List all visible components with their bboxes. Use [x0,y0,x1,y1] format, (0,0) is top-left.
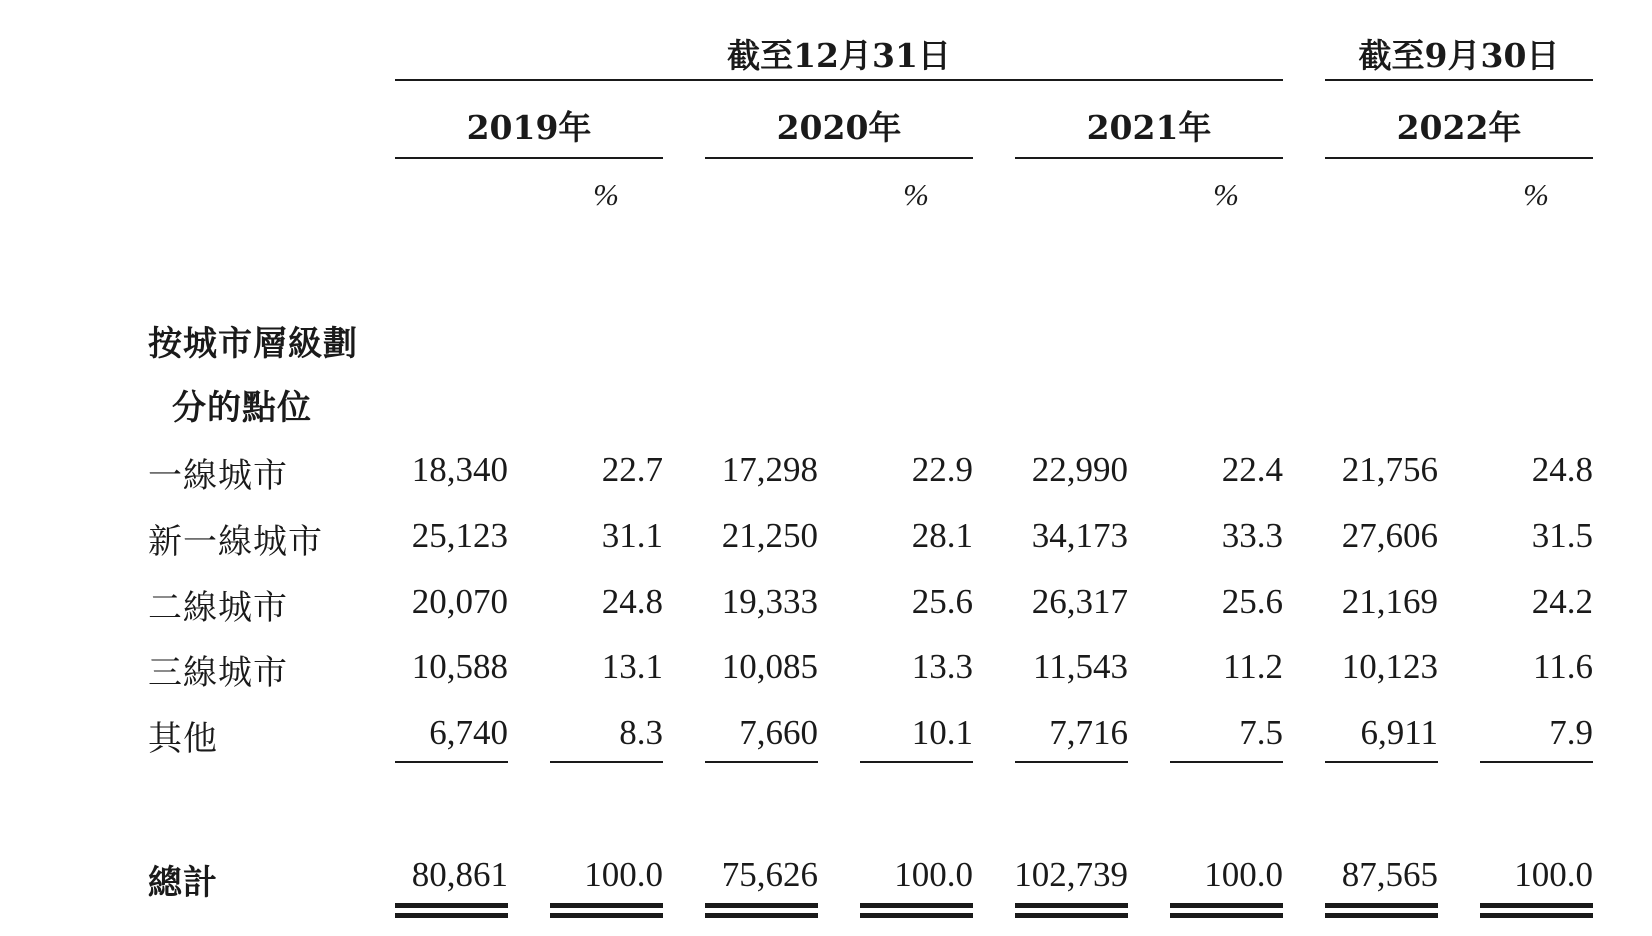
cell-new-tier1-2022-pct: 31.5 [1531,516,1593,555]
total-double-rule-2019-count [395,903,508,908]
row-label-tier3: 三線城市 [148,653,288,693]
cell-total-2021-pct: 100.0 [1204,855,1283,894]
cell-new-tier1-2020-pct: 28.1 [911,516,973,555]
header-dec-31: 截至12月31日 [727,36,951,75]
cell-tier2-2020-count: 19,333 [721,582,818,621]
year-header-2019: 2019年 [466,108,592,147]
cell-total-2021-count: 102,739 [1014,855,1128,894]
subtotal-rule-2021-count [1015,761,1128,763]
cell-others-2019-pct: 8.3 [619,713,663,752]
total-double-rule-2021-pct [1170,903,1283,908]
year-header-2021: 2021年 [1086,108,1212,147]
section-title-line1: 按城市層級劃 [148,324,358,364]
pct-header-2022: % [1523,177,1549,212]
cell-tier2-2021-pct: 25.6 [1221,582,1283,621]
total-double-rule-2021-pct-b [1170,913,1283,918]
cell-new-tier1-2020-count: 21,250 [721,516,818,555]
cell-tier2-2019-count: 20,070 [411,582,508,621]
total-double-rule-2019-pct [550,903,663,908]
cell-tier2-2021-count: 26,317 [1031,582,1128,621]
cell-new-tier1-2019-count: 25,123 [411,516,508,555]
cell-tier3-2019-count: 10,588 [411,647,508,686]
total-double-rule-2020-count [705,903,818,908]
subtotal-rule-2020-pct [860,761,973,763]
cell-new-tier1-2021-pct: 33.3 [1221,516,1283,555]
cell-tier1-2021-count: 22,990 [1031,450,1128,489]
year-2019-rule [395,157,663,159]
section-title-line2: 分的點位 [172,388,312,428]
total-double-rule-2022-pct-b [1480,913,1593,918]
cell-tier3-2021-count: 11,543 [1033,647,1128,686]
cell-tier3-2020-count: 10,085 [721,647,818,686]
cell-tier1-2020-count: 17,298 [721,450,818,489]
cell-total-2020-count: 75,626 [721,855,818,894]
total-double-rule-2021-count [1015,903,1128,908]
cell-tier1-2021-pct: 22.4 [1221,450,1283,489]
row-label-tier2: 二線城市 [148,588,288,628]
cell-tier2-2020-pct: 25.6 [911,582,973,621]
total-double-rule-2022-count [1325,903,1438,908]
cell-total-2022-count: 87,565 [1341,855,1438,894]
subtotal-rule-2022-pct [1480,761,1593,763]
cell-others-2022-count: 6,911 [1360,713,1438,752]
year-header-2020: 2020年 [776,108,902,147]
cell-others-2019-count: 6,740 [429,713,508,752]
cell-tier1-2019-count: 18,340 [411,450,508,489]
year-2020-rule [705,157,973,159]
subtotal-rule-2019-count [395,761,508,763]
header-sep-30: 截至9月30日 [1358,36,1560,75]
pct-header-2021: % [1213,177,1239,212]
cell-tier1-2022-pct: 24.8 [1531,450,1593,489]
cell-total-2022-pct: 100.0 [1514,855,1593,894]
total-double-rule-2022-pct [1480,903,1593,908]
cell-new-tier1-2022-count: 27,606 [1341,516,1438,555]
cell-others-2020-count: 7,660 [739,713,818,752]
total-double-rule-2019-pct-b [550,913,663,918]
cell-total-2020-pct: 100.0 [894,855,973,894]
subtotal-rule-2019-pct [550,761,663,763]
subtotal-rule-2021-pct [1170,761,1283,763]
total-double-rule-2019-count-b [395,913,508,918]
year-header-2022: 2022年 [1396,108,1522,147]
cell-tier2-2022-count: 21,169 [1341,582,1438,621]
year-2021-rule [1015,157,1283,159]
cell-tier1-2022-count: 21,756 [1341,450,1438,489]
cell-tier3-2019-pct: 13.1 [601,647,663,686]
cell-total-2019-count: 80,861 [411,855,508,894]
year-2022-rule [1325,157,1593,159]
cell-tier1-2019-pct: 22.7 [601,450,663,489]
cell-tier2-2019-pct: 24.8 [601,582,663,621]
row-label-new-tier1: 新一線城市 [148,522,323,562]
row-label-tier1: 一線城市 [148,456,288,496]
subtotal-rule-2020-count [705,761,818,763]
pct-header-2020: % [903,177,929,212]
row-label-total: 總計 [148,863,218,903]
cell-total-2019-pct: 100.0 [584,855,663,894]
cell-tier2-2022-pct: 24.2 [1531,582,1593,621]
cell-tier1-2020-pct: 22.9 [911,450,973,489]
row-label-others: 其他 [148,719,218,759]
header-dec-31-rule [395,79,1283,81]
cell-others-2020-pct: 10.1 [911,713,973,752]
total-double-rule-2021-count-b [1015,913,1128,918]
pct-header-2019: % [593,177,619,212]
total-double-rule-2020-pct [860,903,973,908]
cell-tier3-2022-pct: 11.6 [1533,647,1593,686]
total-double-rule-2020-pct-b [860,913,973,918]
cell-others-2021-count: 7,716 [1049,713,1128,752]
total-double-rule-2022-count-b [1325,913,1438,918]
cell-others-2022-pct: 7.9 [1549,713,1593,752]
cell-tier3-2022-count: 10,123 [1341,647,1438,686]
cell-tier3-2020-pct: 13.3 [911,647,973,686]
subtotal-rule-2022-count [1325,761,1438,763]
cell-new-tier1-2019-pct: 31.1 [601,516,663,555]
total-double-rule-2020-count-b [705,913,818,918]
cell-others-2021-pct: 7.5 [1239,713,1283,752]
cell-new-tier1-2021-count: 34,173 [1031,516,1128,555]
header-sep-30-rule [1325,79,1593,81]
cell-tier3-2021-pct: 11.2 [1223,647,1283,686]
